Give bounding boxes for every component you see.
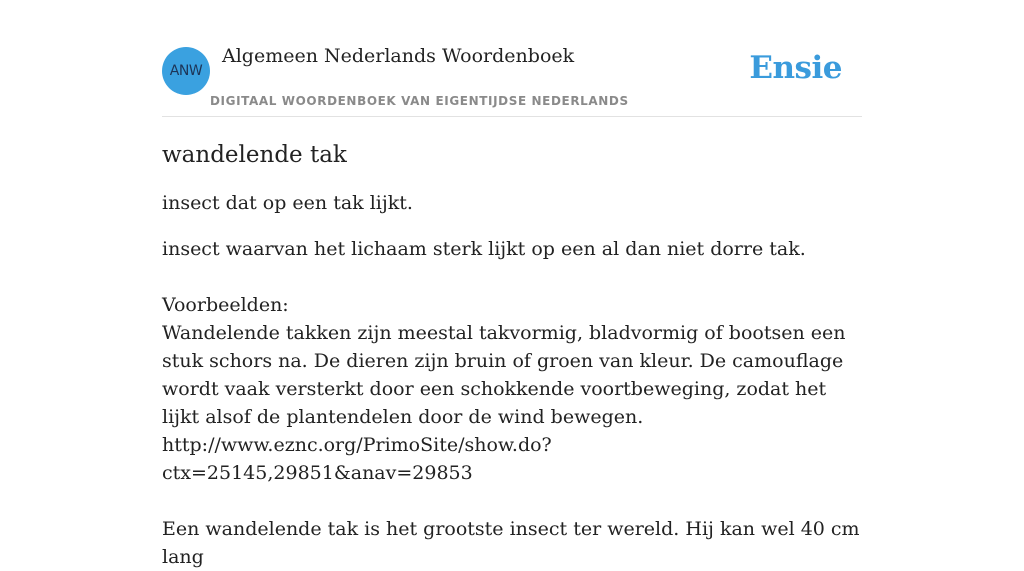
short-definition: insect dat op een tak lijkt. [162, 192, 413, 214]
long-definition: insect waarvan het lichaam sterk lijkt op een al dan niet dorre tak. Voorbeelden: Wandelende takken zijn meestal takvormig, bladvormig of bootsen een stuk schors na. De dieren zijn bruin of groen van kleur. De camouflage wordt vaak versterkt door een schokkende voortbeweging, zodat het lijkt alsof de plantendelen door de wind bewegen. http://www.eznc.org/PrimoSite/show.do?ctx=25145,29851&anav=29853 Een wandelende tak is het grootste insect ter wereld. Hij kan wel 40 cm lang [162, 238, 860, 568]
page-container [162, 0, 862, 568]
logo-text: ANW [169, 63, 203, 79]
dictionary-subtitle: DIGITAAL WOORDENBOEK VAN EIGENTIJDSE NEDERLANDS [210, 94, 629, 108]
dictionary-title[interactable]: Algemeen Nederlands Woordenboek [222, 45, 575, 67]
anw-logo[interactable] [162, 47, 210, 95]
entry-content [162, 138, 862, 571]
entry-word: wandelende tak [162, 142, 347, 168]
header [162, 0, 862, 117]
ensie-logo[interactable]: Ensie [749, 50, 842, 86]
